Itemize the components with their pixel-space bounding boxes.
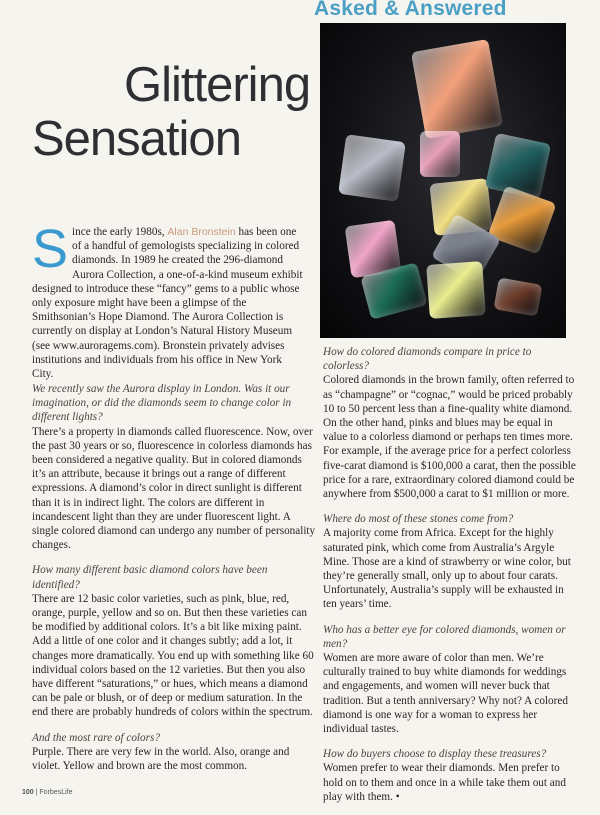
answer: Purple. There are very few in the world. Also, orange and violet. Yellow and brown are the most common.	[32, 745, 290, 773]
page-footer	[22, 789, 72, 796]
section-kicker: Asked & Answered	[314, 0, 507, 20]
question: Who has a better eye for colored diamonds, women or men?	[323, 623, 566, 650]
right-column	[323, 345, 577, 815]
article-title	[32, 58, 310, 166]
question: How many different basic diamond colors have been identified?	[32, 564, 268, 591]
intro-paragraph	[32, 219, 306, 381]
gem-2	[338, 134, 406, 202]
question: We recently saw the Aurora display in London. Was it our imagination, or did the diamonds seem to change color in different lights?	[32, 383, 292, 424]
answer: There are 12 basic color varieties, such as pink, blue, red, orange, purple, yellow and so on. But then these varieties can be modified by additional colors. It’s a bit like mixing paint. Add a little of one color and it changes subtly; add a lot, it changes more dramatically. You end up with something like 60 individual colors based on the 12 varieties. But then you also have different “saturations,” or hues, which means a diamond can be pale or blush, or of deep or medium saturation. In the end there are probably hundreds of colors within the spectrum.	[32, 592, 314, 719]
intro-text-pre: ince the early 1980s,	[72, 226, 168, 238]
question: And the most rare of colors?	[32, 731, 160, 744]
question: Where do most of these stones come from?	[323, 513, 514, 526]
gem-3	[420, 131, 460, 177]
gem-1	[411, 39, 503, 139]
intro-text-post: has been one of a handful of gemologists specializing in colored diamonds. In 1989 he created the 296-diamond Aurora Collection, a one-of-a-kind museum exhibit designed to introduce these “fancy” gems to a public whose only exposure might have been a glimpse of the Smithsonian’s Hope Diamond. The Aurora Collection is currently on display at London’s Natural History Museum (see www.auroragems.com). Bronstein privately advises institutions and individuals from his office in New York City.	[32, 226, 303, 381]
gem-10	[426, 261, 486, 319]
footer-separator: |	[33, 789, 40, 796]
answer: Women prefer to wear their diamonds. Men prefer to hold on to them and once in a while take them out and play with them. •	[323, 762, 566, 803]
gem-11	[494, 277, 543, 316]
publication-name: ForbesLife	[39, 789, 73, 796]
diamond-photo	[320, 23, 566, 338]
title-line-2: Sensation	[32, 112, 241, 166]
question: How do colored diamonds compare in price to colorless?	[323, 346, 532, 373]
title-line-1: Glittering	[124, 58, 311, 112]
answer: A majority come from Africa. Except for the highly saturated pink, which come from Australia’s Argyle Mine. Those are a kind of strawberry or wine color, but they’re generally small, only up to about four carats. Unfortunately, Australia’s supply will be exhausted in ten years’ time.	[323, 527, 571, 611]
left-column	[32, 382, 318, 784]
answer: There’s a property in diamonds called fluorescence. Now, over the past 30 years or so, fluorescence in colorless diamonds has been considered a negative quality. But in colored diamonds it’s an attribute, because it brings out a range of different expressions. A diamond’s color in direct sunlight is different than it is in indirect light. The colors are different in incandescent light than they are under fluorescent light. A single colored diamond can undergo any number of personality changes.	[32, 425, 316, 552]
answer: Colored diamonds in the brown family, often referred to as “champagne” or “cognac,” would be priced probably 10 to 50 percent less than a fine-quality white diamond. On the other hand, pinks and blues may be equal in value to a colorless diamond or perhaps ten times more. For example, if the average price for a perfect colorless five-carat diamond is $100,000 a carat, then the possible price for a rare, extraordinary colored diamond could be anywhere from $500,000 a carat to $1 million or more.	[323, 374, 576, 501]
interviewee-name: Alan Bronstein	[167, 226, 236, 238]
page-number: 100	[22, 789, 34, 796]
answer: Women are more aware of color than men. We’re culturally trained to buy white diamonds for weddings and engagements, and women will never buck that tradition. But a tenth anniversary? Why not? A colored diamond is one way for a woman to express her individual tastes.	[323, 652, 568, 736]
question: How do buyers choose to display these treasures?	[323, 748, 547, 761]
drop-cap: S	[32, 219, 69, 279]
